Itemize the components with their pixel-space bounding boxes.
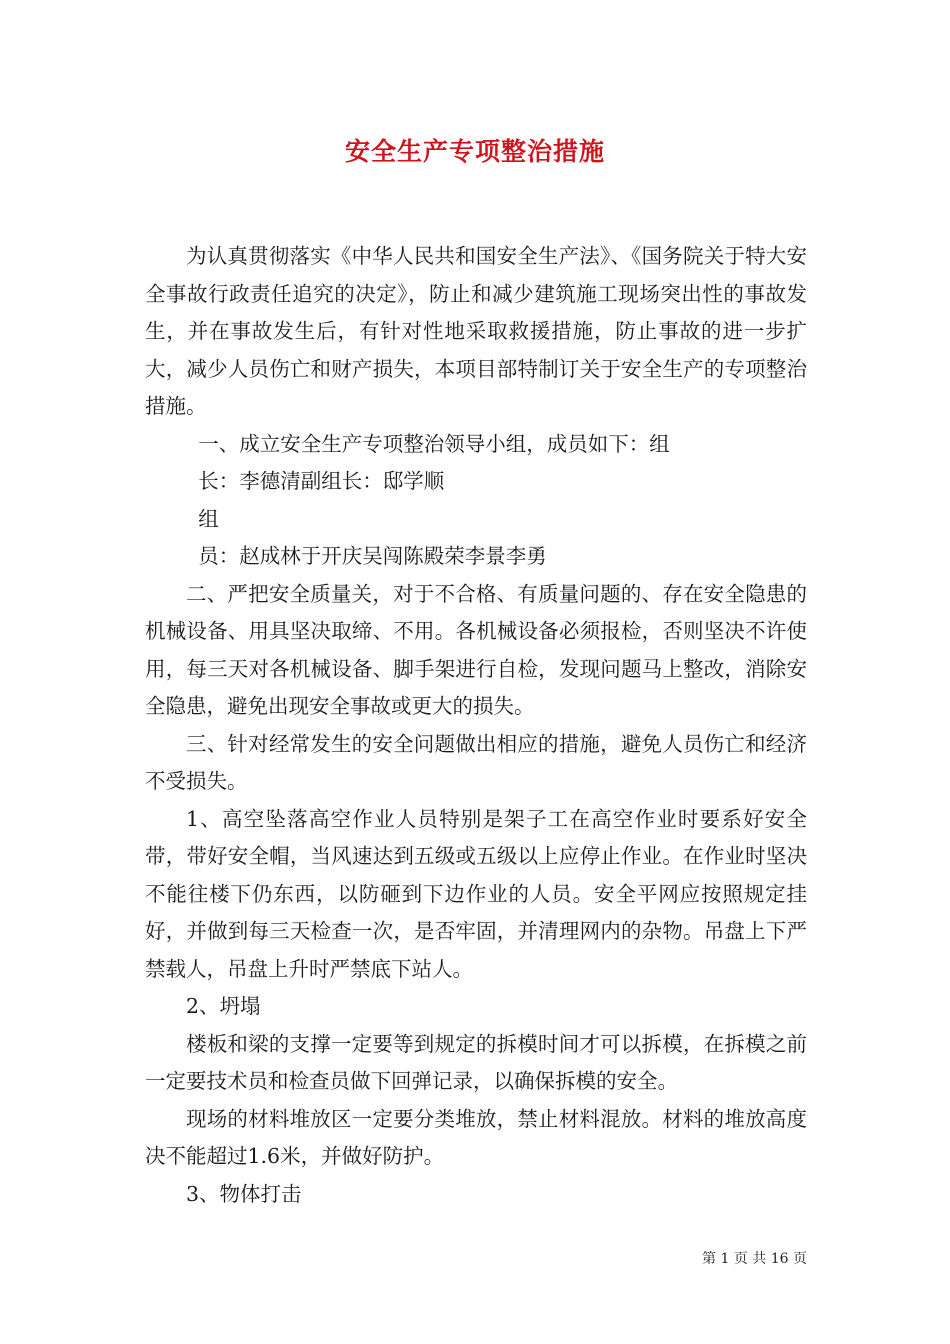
intro-paragraph: 为认真贯彻落实《中华人民共和国安全生产法》、《国务院关于特大安全事故行政责任追究的决定》，防止和减少建筑施工现场突出性的事故发生，并在事故发生后，有针对性地采取救援措施，防止事故的进一步扩大，减少人员伤亡和财产损失，本项目部特制订关于安全生产的专项整治措施。: [145, 244, 807, 418]
item-object-strike-heading: 3、物体打击: [186, 1181, 302, 1206]
item-high-fall-paragraph: 1、高空坠落高空作业人员特别是架子工在高空作业时要系好安全带，带好安全帽，当风速达到五级或五级以上应停止作业。在作业时坚决不能往楼下仍东西，以防砸到下边作业的人员。安全平网应按照规定挂好，并做到每三天检查一次，是否牢固，并清理网内的杂物。吊盘上下严禁载人，吊盘上升时严禁底下站人。: [145, 806, 807, 981]
section-two-paragraph: 二、严把安全质量关，对于不合格、有质量问题的、存在安全隐患的机械设备、用具坚决取缔、不用。各机械设备必须报检，否则坚决不许使用，每三天对各机械设备、脚手架进行自检，发现问题马上整改，消除安全隐患，避免出现安全事故或更大的损失。: [145, 581, 807, 718]
team-leaders-line: 长：李德清副组长：邸学顺: [198, 469, 445, 493]
team-members-line: 员：赵成林于开庆吴闯陈殿荣李景李勇: [198, 544, 547, 568]
document-body: [145, 238, 807, 1213]
page-number-footer: 第 1 页 共 16 页: [702, 1251, 807, 1267]
section-three-paragraph: 三、针对经常发生的安全问题做出相应的措施，避免人员伤亡和经济不受损失。: [145, 731, 807, 793]
item-collapse-heading: 2、坍塌: [186, 994, 261, 1018]
team-members-label: 组: [198, 506, 219, 531]
formwork-paragraph: 楼板和梁的支撑一定要等到规定的拆模时间才可以拆模，在拆模之前一定要技术员和检查员做下回弹记录，以确保拆模的安全。: [145, 1031, 807, 1093]
material-storage-paragraph: 现场的材料堆放区一定要分类堆放，禁止材料混放。材料的堆放高度决不能超过1.6米，并做好防护。: [145, 1106, 807, 1168]
document-title: 安全生产专项整治措施: [344, 137, 605, 166]
section-one-heading: 一、成立安全生产专项整治领导小组，成员如下：组: [198, 431, 670, 456]
